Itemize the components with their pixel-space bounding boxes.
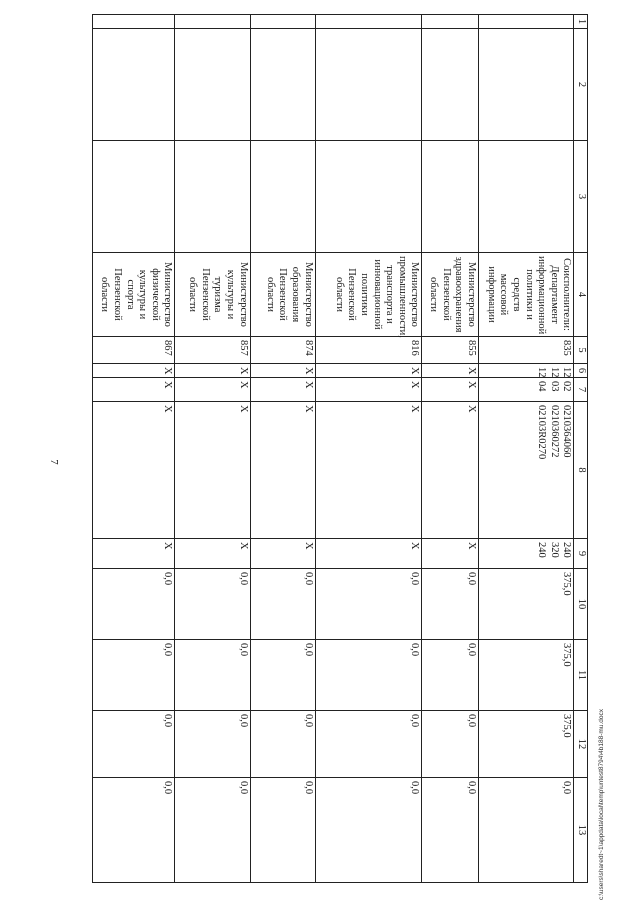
executor-cell-text: Министерство здравоохранения Пензенской области bbox=[428, 256, 477, 333]
amount-cell-text: 0,0 bbox=[302, 781, 314, 795]
subsection-cell bbox=[422, 378, 479, 402]
expense-type-cell-value: Х bbox=[162, 542, 174, 550]
col-header: 1 bbox=[574, 15, 588, 29]
header-row bbox=[574, 15, 588, 883]
target-article-cell-value: Х bbox=[302, 405, 314, 413]
col-header: 8 bbox=[574, 402, 588, 539]
target-article-cell-value: 0210364060 bbox=[561, 405, 573, 458]
amount-cell bbox=[478, 778, 573, 883]
amount-cell-text: 0,0 bbox=[465, 643, 477, 657]
executor-cell bbox=[478, 253, 573, 337]
amount-cell-text: 0,0 bbox=[237, 781, 249, 795]
grbs-code-cell-text: 855 bbox=[465, 340, 477, 356]
amount-cell bbox=[478, 711, 573, 778]
grbs-code-cell bbox=[250, 337, 315, 364]
col-header: 4 bbox=[574, 253, 588, 337]
table-body bbox=[93, 15, 574, 883]
amount-cell-text: 375,0 bbox=[561, 643, 573, 667]
section-cell bbox=[422, 364, 479, 378]
subsection-cell bbox=[93, 378, 175, 402]
subsection-cell bbox=[250, 378, 315, 402]
empty-cell bbox=[175, 15, 250, 29]
empty-cell bbox=[422, 29, 479, 141]
expense-type-cell bbox=[93, 539, 175, 569]
amount-cell-text: 0,0 bbox=[409, 714, 421, 728]
expense-type-cell bbox=[315, 539, 422, 569]
amount-cell bbox=[315, 569, 422, 640]
section-cell-value: Х bbox=[465, 367, 477, 375]
table-row bbox=[422, 15, 479, 883]
amount-cell-text: 0,0 bbox=[465, 714, 477, 728]
target-article-cell-value: Х bbox=[237, 405, 249, 413]
empty-cell bbox=[315, 15, 422, 29]
executor-cell bbox=[93, 253, 175, 337]
subsection-cell-value: 04 bbox=[536, 381, 548, 392]
amount-cell-text: 0,0 bbox=[409, 781, 421, 795]
section-cell-value: 12 bbox=[561, 367, 573, 378]
page-number: 7 bbox=[48, 459, 60, 465]
amount-cell-text: 0,0 bbox=[465, 572, 477, 586]
empty-cell bbox=[175, 141, 250, 253]
target-article-cell bbox=[175, 402, 250, 539]
amount-cell-text: 0,0 bbox=[465, 781, 477, 795]
amount-cell-text: 0,0 bbox=[409, 643, 421, 657]
amount-cell-text: 0,0 bbox=[561, 781, 573, 795]
amount-cell-text: 0,0 bbox=[162, 781, 174, 795]
table-row bbox=[250, 15, 315, 883]
table-row bbox=[315, 15, 422, 883]
grbs-code-cell-text: 874 bbox=[302, 340, 314, 356]
amount-cell bbox=[315, 778, 422, 883]
amount-cell bbox=[175, 640, 250, 711]
col-header: 5 bbox=[574, 337, 588, 364]
amount-cell-text: 0,0 bbox=[237, 643, 249, 657]
grbs-code-cell-text: 867 bbox=[162, 340, 174, 356]
expense-type-cell bbox=[422, 539, 479, 569]
empty-cell bbox=[93, 141, 175, 253]
expense-type-cell-value: Х bbox=[465, 542, 477, 550]
section-cell-value: Х bbox=[237, 367, 249, 375]
expense-type-cell-value: Х bbox=[237, 542, 249, 550]
col-header: 7 bbox=[574, 378, 588, 402]
empty-cell bbox=[250, 141, 315, 253]
empty-cell bbox=[422, 141, 479, 253]
section-cell bbox=[175, 364, 250, 378]
executor-cell-text: Министерство промышленности, транспорта и инновационной политики Пензенской области bbox=[333, 256, 421, 338]
amount-cell bbox=[422, 569, 479, 640]
section-cell-value: Х bbox=[409, 367, 421, 375]
amount-cell-text: 0,0 bbox=[237, 572, 249, 586]
expense-type-cell bbox=[478, 539, 573, 569]
amount-cell bbox=[422, 778, 479, 883]
amount-cell-text: 375,0 bbox=[561, 572, 573, 596]
subsection-cell-value: Х bbox=[237, 381, 249, 389]
empty-cell bbox=[93, 29, 175, 141]
empty-cell bbox=[93, 15, 175, 29]
empty-cell bbox=[422, 15, 479, 29]
subsection-cell-value: 03 bbox=[548, 381, 560, 392]
empty-cell bbox=[250, 29, 315, 141]
target-article-cell-value: Х bbox=[409, 405, 421, 413]
section-cell bbox=[315, 364, 422, 378]
executor-cell bbox=[422, 253, 479, 337]
amount-cell bbox=[175, 778, 250, 883]
expense-type-cell-value: 320 bbox=[548, 542, 560, 558]
amount-cell-text: 0,0 bbox=[162, 714, 174, 728]
expense-type-cell-value: 240 bbox=[536, 542, 548, 558]
section-cell bbox=[250, 364, 315, 378]
amount-cell-text: 375,0 bbox=[561, 714, 573, 738]
grbs-code-cell bbox=[93, 337, 175, 364]
target-article-cell bbox=[478, 402, 573, 539]
amount-cell bbox=[422, 640, 479, 711]
empty-cell bbox=[478, 141, 573, 253]
empty-cell bbox=[478, 15, 573, 29]
col-header: 9 bbox=[574, 539, 588, 569]
amount-cell bbox=[93, 640, 175, 711]
subsection-cell bbox=[478, 378, 573, 402]
expense-type-cell-value: Х bbox=[409, 542, 421, 550]
expense-type-cell-value: 240 bbox=[561, 542, 573, 558]
executor-cell-text: Министерство физической культуры и спорта Пензенской области bbox=[99, 262, 174, 327]
amount-cell bbox=[250, 640, 315, 711]
budget-table bbox=[92, 14, 588, 883]
col-header: 6 bbox=[574, 364, 588, 378]
expense-type-cell bbox=[250, 539, 315, 569]
amount-cell bbox=[250, 711, 315, 778]
target-article-cell bbox=[93, 402, 175, 539]
section-cell bbox=[93, 364, 175, 378]
col-header: 13 bbox=[574, 778, 588, 883]
col-header: 10 bbox=[574, 569, 588, 640]
amount-cell bbox=[315, 640, 422, 711]
subsection-cell-value: Х bbox=[162, 381, 174, 389]
amount-cell-text: 0,0 bbox=[302, 714, 314, 728]
grbs-code-cell bbox=[175, 337, 250, 364]
file-path-footer: c:\users\sharedt~1\appdata\local\temp\untest8794\4b188-mu.docx bbox=[598, 709, 605, 900]
section-cell bbox=[478, 364, 573, 378]
subsection-cell bbox=[175, 378, 250, 402]
col-header: 11 bbox=[574, 640, 588, 711]
amount-cell bbox=[93, 569, 175, 640]
amount-cell bbox=[422, 711, 479, 778]
target-article-cell-value: Х bbox=[465, 405, 477, 413]
amount-cell-text: 0,0 bbox=[302, 643, 314, 657]
amount-cell bbox=[250, 778, 315, 883]
subsection-cell-value: 02 bbox=[561, 381, 573, 392]
empty-cell bbox=[315, 29, 422, 141]
target-article-cell-value: 02103R0270 bbox=[536, 405, 548, 460]
target-article-cell-value: Х bbox=[162, 405, 174, 413]
executor-cell-text: Министерство образования Пензенской области bbox=[264, 262, 314, 327]
table-row bbox=[478, 15, 573, 883]
amount-cell bbox=[250, 569, 315, 640]
col-header: 2 bbox=[574, 29, 588, 141]
target-article-cell bbox=[422, 402, 479, 539]
empty-cell bbox=[250, 15, 315, 29]
section-cell-value: 12 bbox=[548, 367, 560, 378]
subsection-cell bbox=[315, 378, 422, 402]
section-cell-value: 12 bbox=[536, 367, 548, 378]
col-header: 3 bbox=[574, 141, 588, 253]
amount-cell-text: 0,0 bbox=[162, 643, 174, 657]
empty-cell bbox=[315, 141, 422, 253]
executor-cell bbox=[175, 253, 250, 337]
section-cell-value: Х bbox=[162, 367, 174, 375]
empty-cell bbox=[478, 29, 573, 141]
amount-cell bbox=[478, 569, 573, 640]
amount-cell-text: 0,0 bbox=[409, 572, 421, 586]
col-header: 12 bbox=[574, 711, 588, 778]
executor-cell bbox=[250, 253, 315, 337]
table-row bbox=[93, 15, 175, 883]
section-cell-value: Х bbox=[302, 367, 314, 375]
empty-cell bbox=[175, 29, 250, 141]
executor-cell-text: Соисполнители: Департамент информационной политики и средств массовой информации bbox=[485, 256, 573, 335]
executor-cell-text: Министерство культуры и туризма Пензенской области bbox=[187, 262, 249, 327]
grbs-code-cell bbox=[478, 337, 573, 364]
expense-type-cell-value: Х bbox=[302, 542, 314, 550]
amount-cell bbox=[93, 778, 175, 883]
grbs-code-cell-text: 857 bbox=[237, 340, 249, 356]
grbs-code-cell bbox=[315, 337, 422, 364]
amount-cell-text: 0,0 bbox=[162, 572, 174, 586]
grbs-code-cell-text: 835 bbox=[561, 340, 573, 356]
amount-cell bbox=[175, 569, 250, 640]
subsection-cell-value: Х bbox=[409, 381, 421, 389]
amount-cell-text: 0,0 bbox=[237, 714, 249, 728]
grbs-code-cell bbox=[422, 337, 479, 364]
amount-cell bbox=[93, 711, 175, 778]
subsection-cell-value: Х bbox=[302, 381, 314, 389]
target-article-cell-value: 0210360272 bbox=[548, 405, 560, 458]
target-article-cell bbox=[315, 402, 422, 539]
amount-cell-text: 0,0 bbox=[302, 572, 314, 586]
amount-cell bbox=[315, 711, 422, 778]
amount-cell bbox=[175, 711, 250, 778]
expense-type-cell bbox=[175, 539, 250, 569]
subsection-cell-value: Х bbox=[465, 381, 477, 389]
rotated-page-content bbox=[92, 14, 588, 882]
target-article-cell bbox=[250, 402, 315, 539]
amount-cell bbox=[478, 640, 573, 711]
grbs-code-cell-text: 816 bbox=[409, 340, 421, 356]
executor-cell bbox=[315, 253, 422, 337]
table-row bbox=[175, 15, 250, 883]
